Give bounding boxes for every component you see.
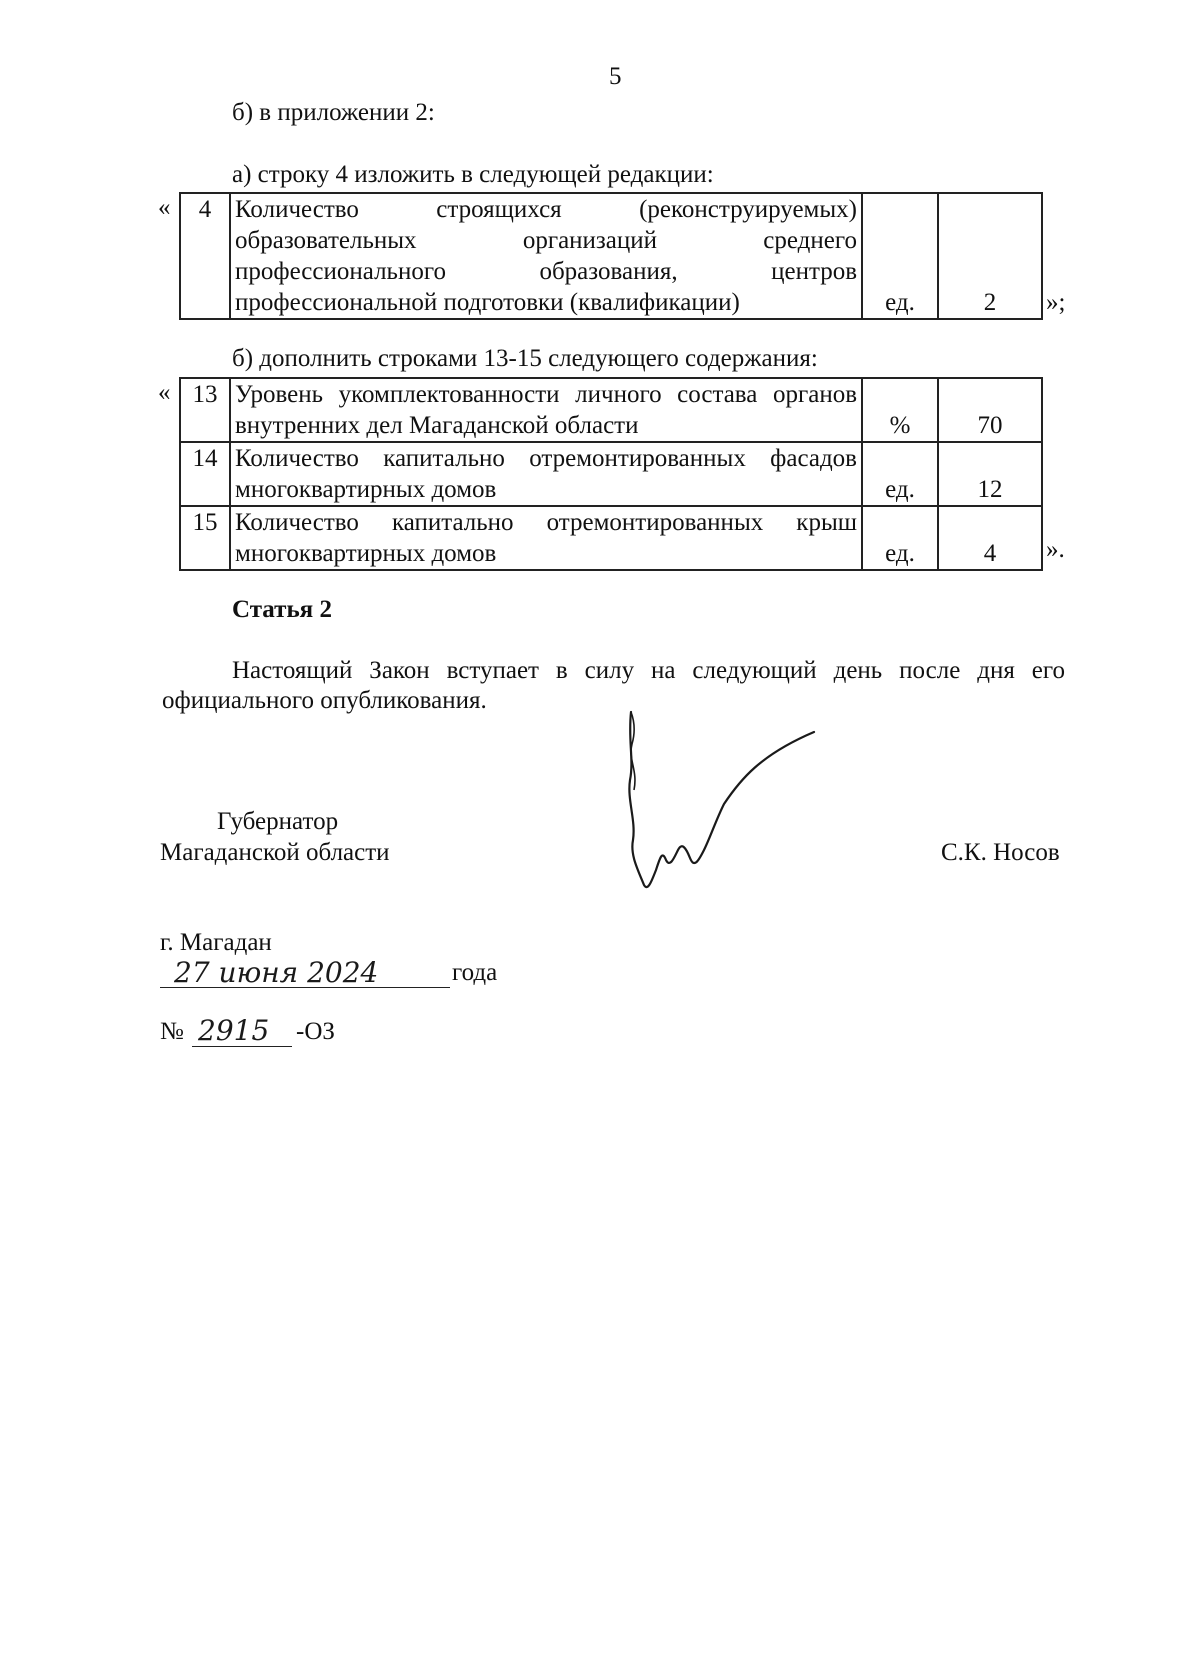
svg-text:27 июня 2024: 27 июня 2024 <box>174 956 379 989</box>
signatory-name: С.К. Носов <box>941 839 1060 866</box>
place-city: г. Магадан <box>160 929 272 956</box>
table-row <box>180 193 1042 319</box>
number-suffix: -ОЗ <box>296 1018 335 1045</box>
handwritten-date <box>170 955 450 991</box>
handwritten-signature <box>600 700 840 910</box>
row-unit: ед. <box>862 442 938 506</box>
row-description: Количество капитально отремонтированных крыш многоквартирных домов <box>230 506 862 570</box>
row-description: Уровень укомплектованности личного состава органов внутренних дел Магаданской области <box>230 378 862 442</box>
row-number: 15 <box>180 506 230 570</box>
subsection-a-heading: а) строку 4 изложить в следующей редакции: <box>232 161 714 188</box>
row-unit: ед. <box>862 193 938 319</box>
number-prefix: № <box>160 1018 184 1045</box>
table2-open-quote: « <box>158 379 171 406</box>
page-number: 5 <box>609 63 622 90</box>
row-description: Количество капитально отремонтированных фасадов многоквартирных домов <box>230 442 862 506</box>
table-row <box>180 442 1042 506</box>
signatory-title-line-2: Магаданской области <box>160 839 390 866</box>
row-value: 70 <box>938 378 1042 442</box>
table1-close-quote: »; <box>1046 289 1066 316</box>
row-value: 2 <box>938 193 1042 319</box>
year-word: года <box>452 959 498 986</box>
row-description: Количество строящихся (реконструируемых) образовательных организаций среднего профессионального образования, центров профессиональной подготовки (квалификации) <box>230 193 862 319</box>
row-value: 12 <box>938 442 1042 506</box>
table1-open-quote: « <box>158 194 171 221</box>
table-row-4 <box>179 192 1043 320</box>
svg-text:2915: 2915 <box>198 1014 270 1047</box>
table-row <box>180 506 1042 570</box>
subsection-b-heading: б) дополнить строками 13-15 следующего содержания: <box>232 345 818 372</box>
article-text-line-2: официального опубликования. <box>162 687 487 714</box>
article-text-line-1: Настоящий Закон вступает в силу на следующий день после дня его <box>232 657 1065 684</box>
table2-close-quote: ». <box>1046 536 1065 563</box>
row-unit: ед. <box>862 506 938 570</box>
table-row <box>180 378 1042 442</box>
table-rows-13-15 <box>179 377 1043 571</box>
article-title: Статья 2 <box>232 596 332 623</box>
handwritten-number <box>196 1012 296 1048</box>
row-number: 13 <box>180 378 230 442</box>
signatory-title-line-1: Губернатор <box>217 808 339 835</box>
section-heading: б) в приложении 2: <box>232 99 435 126</box>
row-number: 14 <box>180 442 230 506</box>
row-unit: % <box>862 378 938 442</box>
row-number: 4 <box>180 193 230 319</box>
row-value: 4 <box>938 506 1042 570</box>
